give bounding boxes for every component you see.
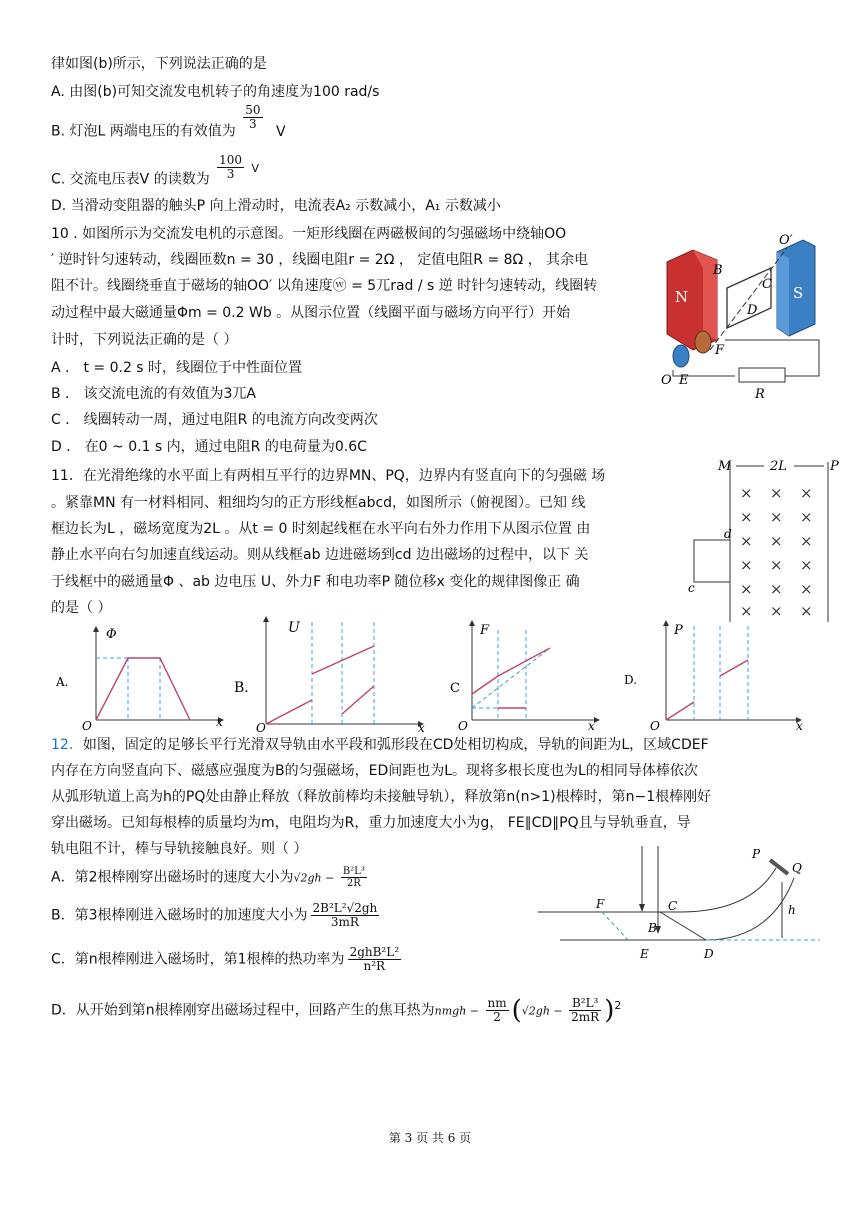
- label-o: O: [661, 373, 672, 388]
- q12-option-a: [51, 866, 370, 889]
- label-b-rail: B: [648, 921, 657, 935]
- graph-a-label: A.: [56, 675, 69, 689]
- line-fe: [602, 912, 628, 940]
- q12-option-b-text: B．第3根棒刚进入磁场时的加速度大小为: [51, 907, 308, 924]
- q10-option-b: B ． 该交流电流的有效值为3兀A: [51, 386, 256, 402]
- graph-a: [50, 620, 230, 732]
- q9-option-d: D. 当滑动变阻器的触头P 向上滑动时，电流表A₂ 示数减小，A₁ 示数减小: [51, 198, 501, 214]
- graph-b: [232, 614, 432, 735]
- graph-b-origin: O: [256, 721, 266, 735]
- q12-stem-1-text: 如图，固定的足够长平行光滑双导轨由水平段和弧形段在CD处相切构成，导轨的间距为L，区域CDEF: [82, 737, 709, 753]
- graph-c: [448, 620, 608, 732]
- graph-c-axis-label: F: [480, 623, 490, 638]
- label-b: B: [713, 263, 723, 278]
- q12-stem-5: 轨电阻不计，棒与导轨接触良好。则（ ）: [51, 841, 308, 857]
- label-n: N: [675, 288, 689, 306]
- label-c-corner: c: [688, 581, 695, 595]
- label-p: P: [830, 459, 839, 474]
- label-d: D: [747, 303, 758, 318]
- q12-option-b-fraction: $\frac{\text{2B²L²√2gh}}{3mR}$: [312, 901, 378, 929]
- q12-option-a-fraction: $\frac{\text{B²L³}}{2R}$: [342, 866, 365, 889]
- rail-figure: [530, 842, 830, 962]
- svg-text:×: ×: [800, 580, 813, 598]
- svg-text:×: ×: [770, 532, 783, 550]
- q9-lead: 律如图(b)所示，下列说法正确的是: [51, 56, 267, 72]
- arc-upper: [680, 868, 776, 912]
- label-o-prime: O′: [779, 233, 793, 248]
- graph-d-origin: O: [650, 719, 660, 733]
- label-d-rail: D: [704, 947, 714, 961]
- q9-option-c-fraction: $\frac{100}{3}$: [219, 153, 243, 181]
- q12-option-a-text: A．第2根棒刚穿出磁场时的速度大小为: [51, 869, 294, 886]
- q12-stem-1: [51, 735, 709, 755]
- q12-option-d-fraction: $\frac{nm}{2}$: [487, 996, 507, 1025]
- q12-option-d-expr: nmgh −: [434, 1004, 483, 1018]
- q10-stem-1: 10 . 如图所示为交流发电机的示意图。一矩形线圈在两磁极间的匀强磁场中绕轴OO: [51, 226, 567, 242]
- q10-option-a: A ． t = 0.2 s 时，线圈位于中性面位置: [51, 360, 303, 376]
- svg-text:×: ×: [800, 556, 813, 574]
- graph-d-seg1: [666, 702, 694, 720]
- svg-text:×: ×: [770, 556, 783, 574]
- rod-pq: [770, 860, 788, 874]
- q9-option-b: [51, 103, 286, 145]
- svg-text:×: ×: [800, 508, 813, 526]
- q12-stem-3: 从弧形轨道上高为h的PQ处由静止释放（释放前棒均未接触导轨），释放第n(n>1)根棒时，第n−1根棒刚好: [51, 789, 712, 805]
- svg-text:×: ×: [770, 508, 783, 526]
- q11-stem-1: 11．在光滑绝缘的水平面上有两相互平行的边界MN、PQ，边界内有竖直向下的匀强磁 场: [51, 468, 606, 484]
- label-h: h: [788, 903, 796, 917]
- q12-option-a-expr: √2gh −: [293, 871, 338, 885]
- svg-text:×: ×: [740, 508, 753, 526]
- label-f: F: [715, 343, 725, 358]
- graph-a-curve: [96, 658, 190, 720]
- q11-stem-6: 的是（ ）: [51, 600, 112, 616]
- q10-stem-2: ′ 逆时针匀速转动，线圈匝数n = 30 ，线圈电阻r = 2Ω ， 定值电阻R = 8Ω ， 其余电: [51, 252, 589, 268]
- svg-text:×: ×: [770, 580, 783, 598]
- field-crosses: [740, 484, 813, 620]
- graph-d-axis-label: P: [674, 623, 683, 638]
- q9-option-b-text: B. 灯泡L 两端电压的有效值为: [51, 123, 236, 140]
- graph-d-seg2: [720, 660, 748, 676]
- graph-c-seg1: [472, 676, 498, 694]
- label-2l: 2L: [770, 459, 787, 474]
- slip-ring-1: [695, 331, 711, 353]
- q9-option-c-text: C. 交流电压表V 的读数为: [51, 171, 210, 188]
- label-f-rail: F: [596, 897, 605, 911]
- q12-option-d: [51, 996, 621, 1024]
- graph-d-x-label: x: [796, 719, 803, 733]
- q12-option-d-square: 2: [614, 999, 622, 1012]
- svg-text:×: ×: [800, 484, 813, 502]
- q12-option-c-text: C．第n根棒刚进入磁场时，第1根棒的热功率为: [51, 951, 345, 968]
- q12-stem-2: 内存在方向竖直向下、磁感应强度为B的匀强磁场，ED间距也为L。现将多根长度也为L的相同导体棒依次: [51, 763, 698, 779]
- label-e-rail: E: [640, 947, 649, 961]
- svg-text:×: ×: [740, 556, 753, 574]
- q12-number: 12．: [51, 737, 83, 753]
- graph-d-label: D.: [624, 673, 638, 687]
- q11-stem-5: 于线框中的磁通量Φ 、ab 边电压 U、外力F 和电功率P 随位移x 变化的规律图像正 确: [51, 574, 580, 590]
- q9-option-c-unit: V: [251, 161, 260, 175]
- graph-b-label: B．: [234, 680, 259, 696]
- q12-option-c: [51, 946, 404, 973]
- q9-option-c: [51, 153, 260, 193]
- q10-option-c: C ． 线圈转动一周，通过电阻R 的电流方向改变两次: [51, 412, 378, 428]
- q12-option-d-text: D．从开始到第n根棒刚穿出磁场过程中，回路产生的焦耳热为: [51, 1002, 435, 1019]
- label-c: C: [762, 277, 772, 292]
- graph-b-seg3: [342, 686, 374, 714]
- q11-stem-3: 框边长为L ，磁场宽度为2L 。从t = 0 时刻起线框在水平向右外力作用下从图示位置 由: [51, 521, 591, 537]
- graph-c-origin: O: [458, 719, 468, 733]
- page-footer: 第 3 页 共 6 页: [388, 1131, 472, 1145]
- graph-b-x-label: x: [418, 721, 425, 735]
- q12-stem-4: 穿出磁场。已知每根棒的质量均为m，电阻均为R，重力加速度大小为g， FE∥CD∥PQ且与导轨垂直，导: [51, 815, 691, 831]
- graph-a-x-label: x: [216, 715, 223, 729]
- graph-d: [620, 620, 810, 732]
- q10-option-d: D ． 在0 ~ 0.1 s 内，通过电阻R 的电荷量为0.6C: [51, 439, 367, 455]
- graph-a-origin: O: [82, 719, 92, 733]
- svg-text:×: ×: [800, 532, 813, 550]
- q12-option-d-inner: √2gh −: [521, 1004, 567, 1018]
- svg-text:×: ×: [800, 602, 813, 620]
- generator-figure: [655, 232, 830, 400]
- slip-ring-2: [673, 345, 689, 367]
- svg-text:×: ×: [740, 580, 753, 598]
- svg-text:×: ×: [740, 602, 753, 620]
- q12-option-d-paren-close: ): [604, 995, 615, 1026]
- resistor-r: [739, 368, 785, 382]
- q9-option-b-fraction: $\frac{50}{3}$: [245, 103, 261, 131]
- svg-text:×: ×: [740, 532, 753, 550]
- label-d-corner: d: [724, 527, 732, 541]
- graph-b-axis-label: U: [288, 620, 300, 636]
- graph-b-seg2: [312, 646, 374, 674]
- graph-a-axis-label: Φ: [106, 627, 117, 642]
- graph-c-x-label: x: [588, 719, 595, 733]
- graph-c-label: C: [450, 681, 460, 696]
- label-m: M: [718, 459, 732, 474]
- label-q: Q: [792, 861, 802, 875]
- q12-option-c-fraction: $\frac{\text{2ghB²L²}}{\text{n²R}}$: [349, 945, 400, 973]
- q10-stem-3: 阻不计。线圈绕垂直于磁场的轴OO′ 以角速度ⓦ = 5兀rad / s 逆 时针匀速转动，线圈转: [51, 278, 598, 294]
- arc-lower: [706, 878, 794, 940]
- graph-b-seg1: [266, 700, 312, 724]
- svg-text:×: ×: [770, 602, 783, 620]
- square-frame: [694, 540, 730, 582]
- q12-option-d-paren-open: (: [511, 995, 522, 1026]
- q11-stem-4: 静止水平向右匀加速直线运动。则从线框ab 边进磁场到cd 边出磁场的过程中，以下 关: [51, 547, 589, 563]
- field-figure: [690, 456, 840, 626]
- svg-text:×: ×: [740, 484, 753, 502]
- q11-stem-2: 。紧靠MN 有一材料相同、粗细均匀的正方形线框abcd，如图所示（俯视图）。已知 线: [51, 495, 586, 511]
- magnet-s-face: [777, 252, 789, 336]
- q9-option-b-unit: V: [275, 123, 286, 140]
- q10-stem-4: 动过程中最大磁通量Φm = 0.2 Wb 。从图示位置（线圈平面与磁场方向平行）开始: [51, 305, 571, 321]
- q9-option-a: A. 由图(b)可知交流发电机转子的角速度为100 rad/s: [51, 84, 380, 100]
- q12-option-b: [51, 902, 382, 929]
- label-p-rail: P: [752, 847, 761, 861]
- label-s: S: [793, 284, 804, 302]
- label-e: E: [679, 373, 689, 388]
- line-cd: [660, 912, 706, 940]
- q10-stem-5: 计时，下列说法正确的是（ ）: [51, 332, 238, 348]
- label-c-rail: C: [668, 899, 678, 913]
- label-r: R: [755, 387, 765, 402]
- svg-text:×: ×: [770, 484, 783, 502]
- graph-c-seg2: [498, 648, 550, 676]
- q12-option-d-inner-fraction: $\frac{\text{B²L³}}{2mR}$: [571, 996, 600, 1025]
